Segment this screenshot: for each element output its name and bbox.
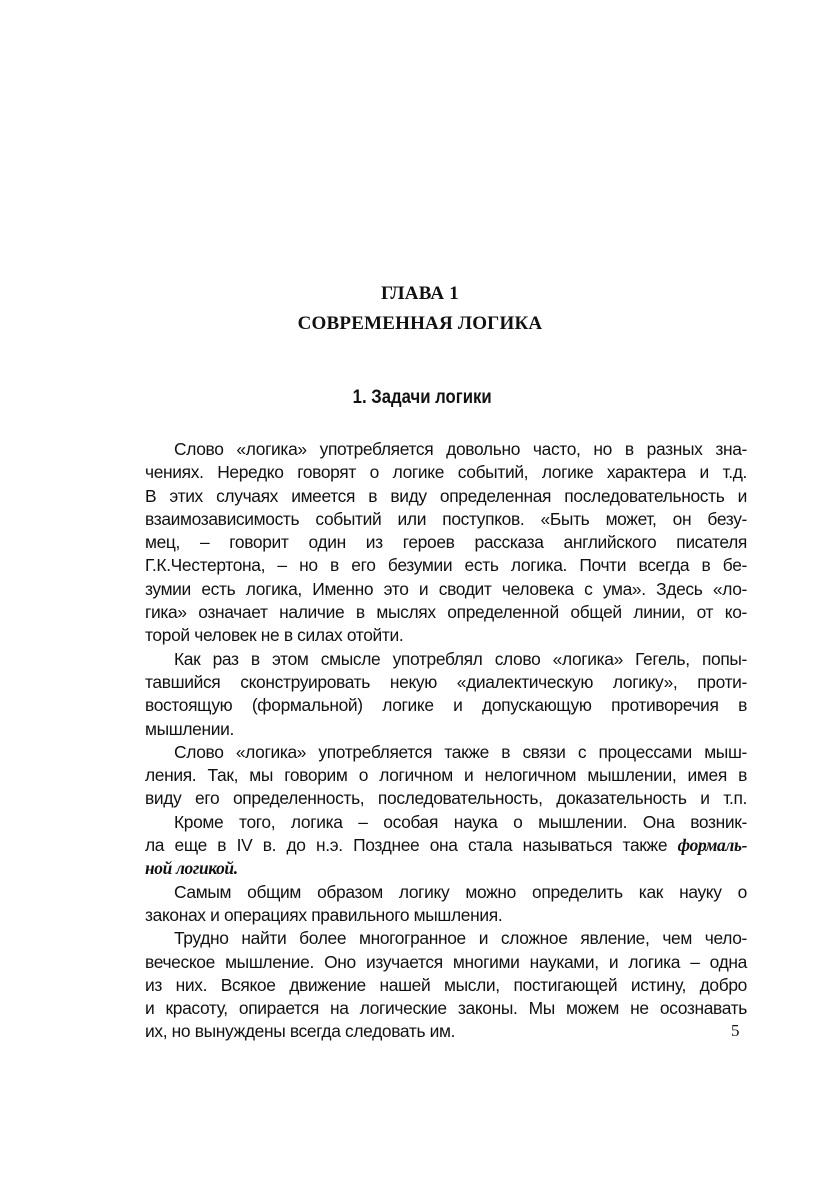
body-line bbox=[145, 951, 747, 974]
body-line bbox=[145, 578, 747, 601]
body-line bbox=[145, 834, 747, 857]
body-line bbox=[145, 927, 747, 950]
body-line-text: гика» означает наличие в мыслях определенной общей линии, от ко- bbox=[145, 602, 747, 623]
body-line bbox=[145, 648, 747, 671]
chapter-label: ГЛАВА 1 bbox=[381, 283, 459, 304]
body-line-text: Как раз в этом смысле употреблял слово «логика» Гегель, попы- bbox=[174, 648, 747, 669]
body-line-text: мышлении. bbox=[145, 718, 234, 739]
page-number: 5 bbox=[731, 1021, 740, 1040]
body-line bbox=[145, 881, 747, 904]
chapter-title: СОВРЕМЕННАЯ ЛОГИКА bbox=[297, 313, 543, 334]
body-line-text: Кроме того, логика – особая наука о мышлении. Она возник- bbox=[174, 811, 747, 832]
body-line bbox=[145, 741, 747, 764]
body-line-text: взаимозависимость событий или поступков. «Быть может, он безу- bbox=[145, 508, 747, 529]
body-line-text: Слово «логика» употребляется также в связи с процессами мыш- bbox=[174, 741, 747, 762]
body-line-text: ла еще в IV в. до н.э. Позднее она стала называться также bbox=[145, 835, 668, 856]
body-line bbox=[145, 671, 747, 694]
body-line bbox=[145, 1020, 747, 1043]
body-line-text: ления. Так, мы говорим о логичном и нелогичном мышлении, имея в bbox=[145, 765, 747, 786]
body-line-text: торой человек не в силах отойти. bbox=[145, 625, 404, 646]
body-line-text: зумии есть логика, Именно это и сводит человека с ума». Здесь «ло- bbox=[145, 578, 747, 599]
body-line bbox=[145, 811, 747, 834]
body-line-text: чениях. Нередко говорят о логике событий, логике характера и т.д. bbox=[145, 462, 747, 483]
body-line-text: из них. Всякое движение нашей мысли, постигающей истину, добро bbox=[145, 974, 747, 995]
body-line bbox=[145, 718, 747, 741]
body-line-text: их, но вынуждены всегда следовать им. bbox=[145, 1021, 456, 1042]
body-line bbox=[145, 508, 747, 531]
body-line-text: востоящую (формальной) логике и допускающую противоречия в bbox=[145, 695, 747, 716]
italic-term: формаль- bbox=[677, 835, 748, 856]
body-line-text: и красоту, опирается на логические законы. Мы можем не осознавать bbox=[145, 998, 747, 1019]
body-line bbox=[145, 601, 747, 624]
body-line-text: тавшийся сконструировать некую «диалектическую логику», проти- bbox=[145, 671, 747, 692]
body-line-text: веческое мышление. Оно изучается многими науками, и логика – одна bbox=[145, 951, 747, 972]
body-line-text: Трудно найти более многогранное и сложное явление, чем чело- bbox=[174, 928, 747, 949]
body-text bbox=[145, 438, 747, 1044]
section-heading: 1. Задачи логики bbox=[352, 387, 492, 408]
body-line bbox=[145, 694, 747, 717]
body-line bbox=[145, 461, 747, 484]
body-line bbox=[145, 438, 747, 461]
body-line-text: мец, – говорит один из героев рассказа английского писателя bbox=[145, 532, 747, 553]
italic-term: ной логикой. bbox=[145, 858, 238, 879]
body-line bbox=[145, 857, 747, 880]
body-line bbox=[145, 764, 747, 787]
body-line bbox=[145, 787, 747, 810]
body-line-text: законах и операциях правильного мышления. bbox=[145, 904, 503, 925]
body-line bbox=[145, 485, 747, 508]
body-line bbox=[145, 974, 747, 997]
body-line-text: виду его определенность, последовательность, доказательность и т.п. bbox=[145, 788, 747, 809]
body-line bbox=[145, 554, 747, 577]
body-line-text: Слово «логика» употребляется довольно часто, но в разных зна- bbox=[174, 439, 747, 459]
body-line bbox=[145, 531, 747, 554]
body-line bbox=[145, 904, 747, 927]
body-line-text: В этих случаях имеется в виду определенная последовательность и bbox=[145, 485, 747, 506]
body-line-text: Самым общим образом логику можно определить как науку о bbox=[174, 881, 747, 902]
body-line bbox=[145, 997, 747, 1020]
body-line bbox=[145, 624, 747, 647]
body-line-text: Г.К.Честертона, – но в его безумии есть логика. Почти всегда в бе- bbox=[145, 555, 747, 576]
